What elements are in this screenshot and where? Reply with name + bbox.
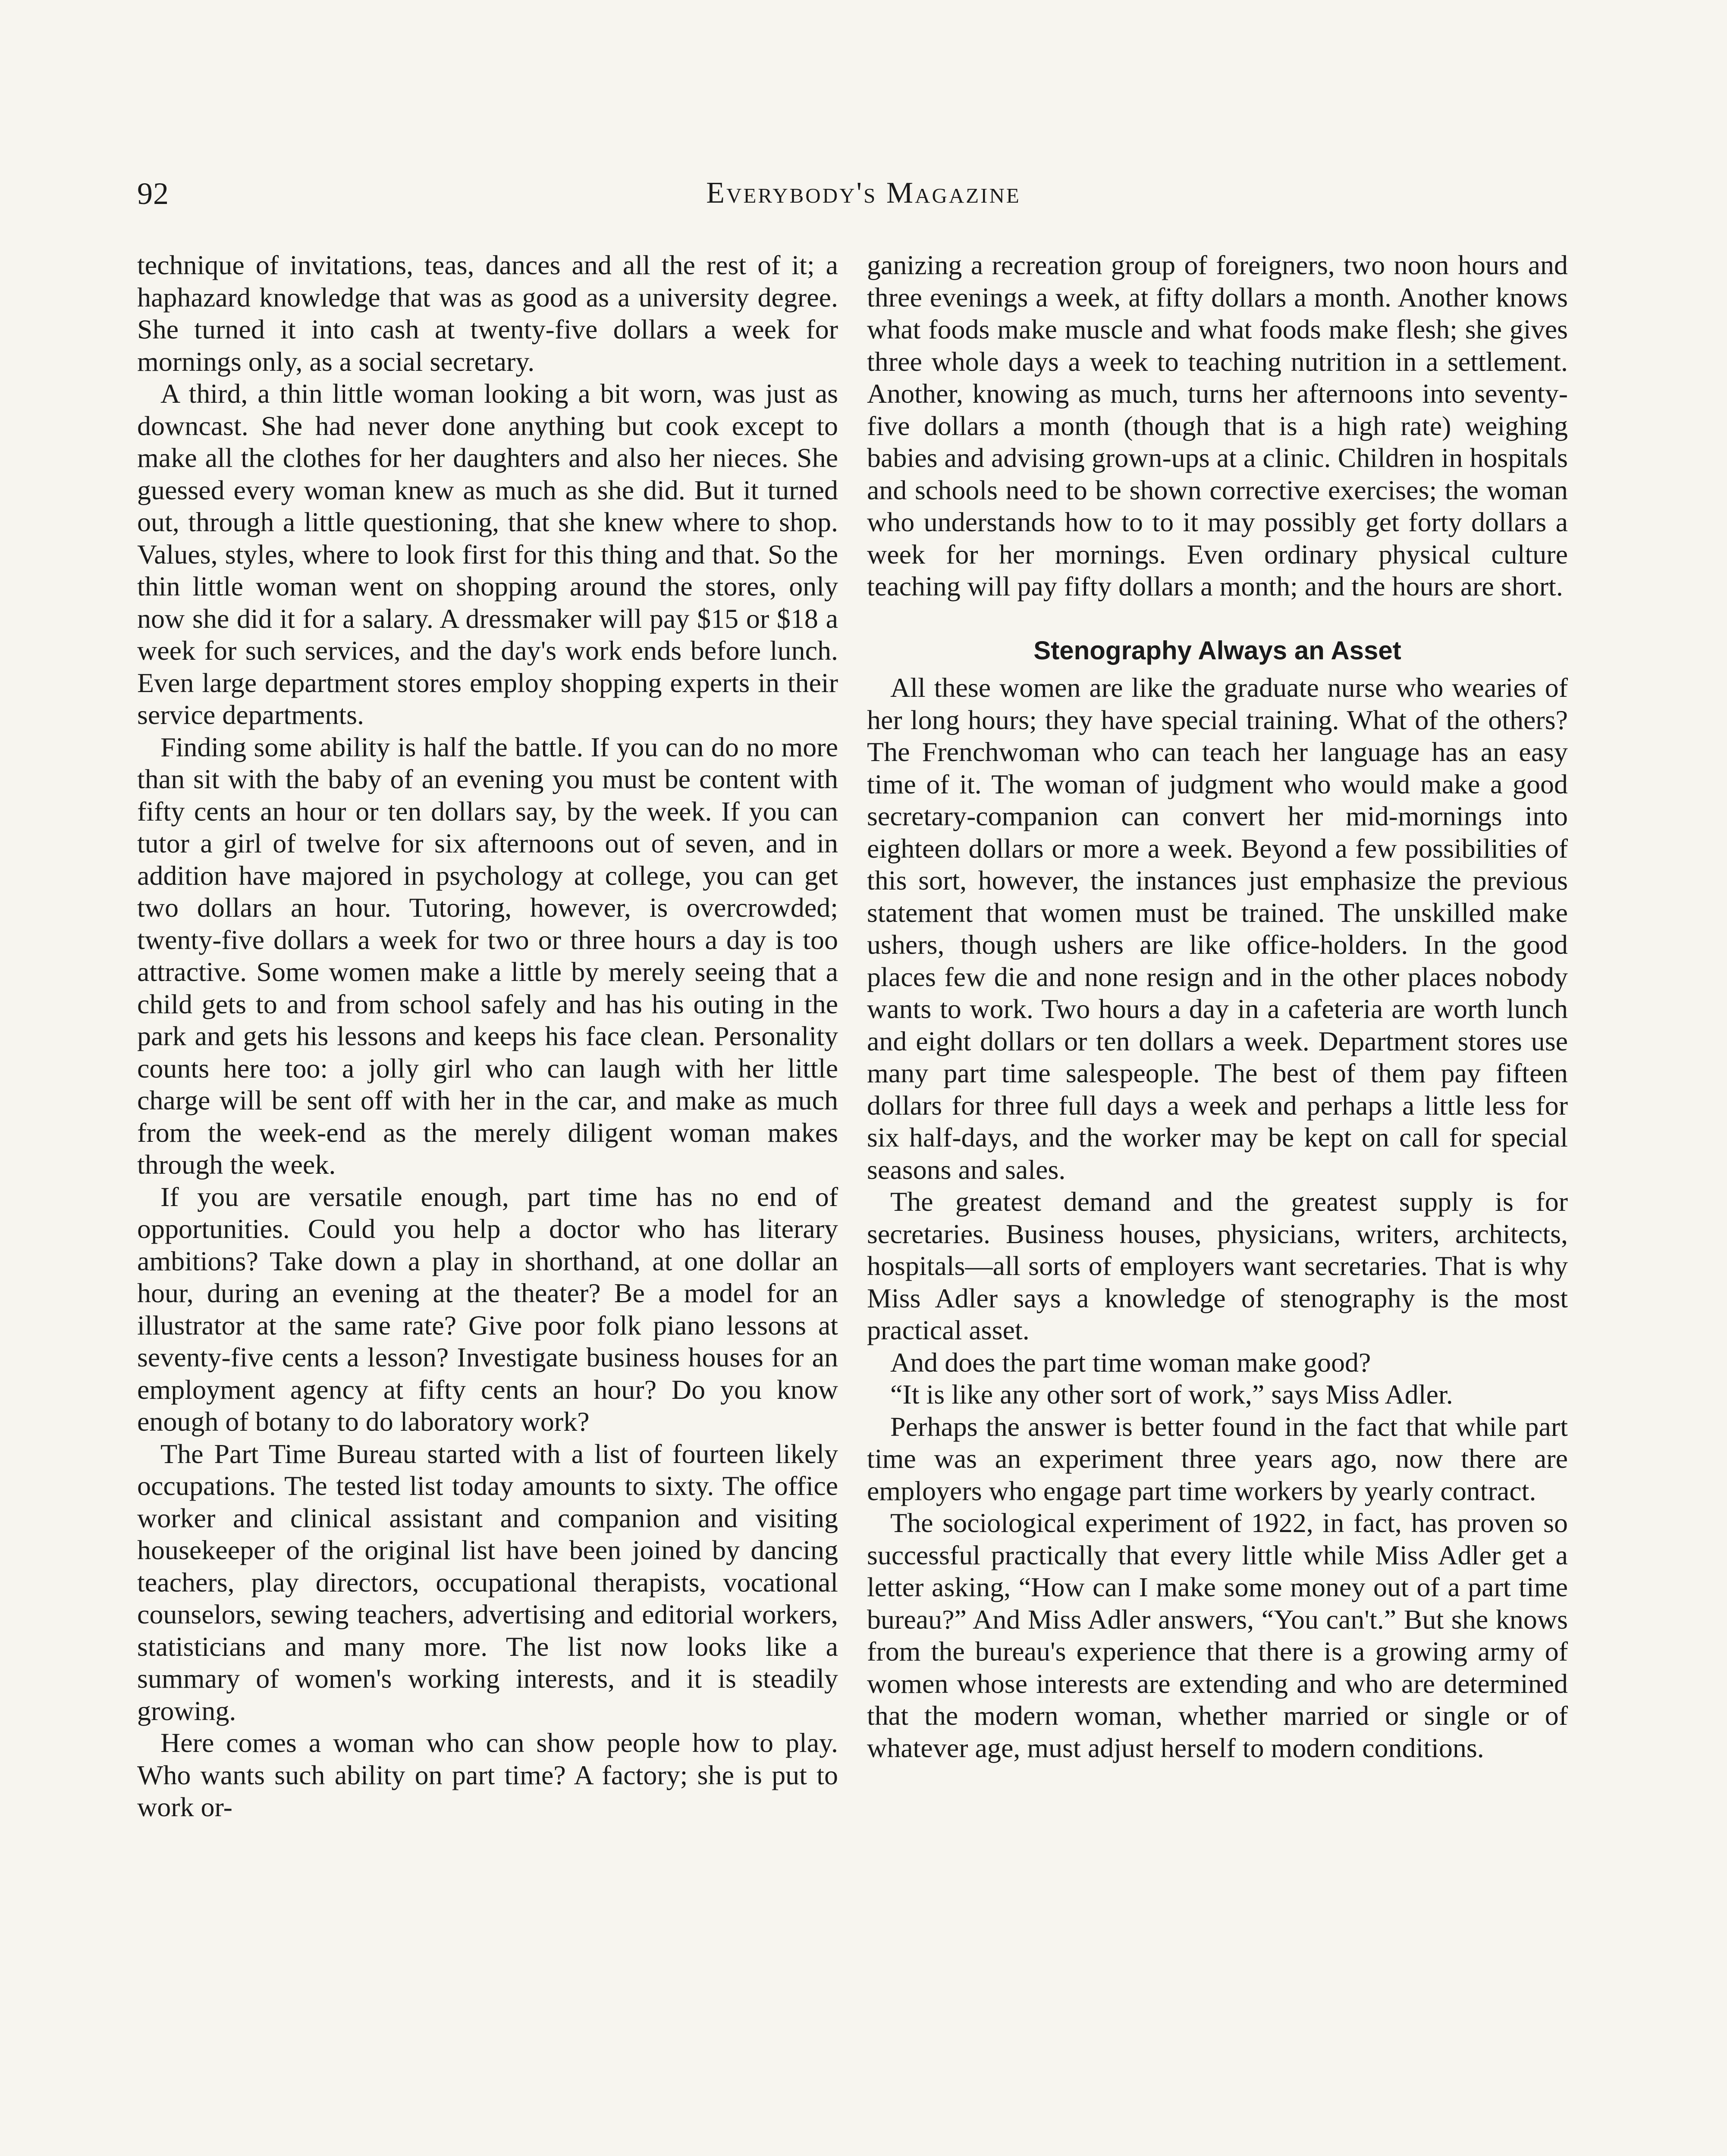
running-head [0,176,1727,210]
paragraph: Perhaps the answer is better found in the fact that while part time was an experiment three years ago, now there are employers who engage part time workers by yearly contract. [867,1411,1568,1506]
paragraph: The greatest demand and the greatest supply is for secretaries. Business houses, physicians, writers, architects, hospitals—all sorts of employers want secretaries. That is why Miss Adler says a knowledge of stenography is the most practical asset. [867,1186,1568,1345]
paragraph: The sociological experiment of 1922, in fact, has proven so successful practically that every little while Miss Adler get a letter asking, “How can I make some money out of a part time bureau?” And Miss Adler answers, “You can't.” But she knows from the bureau's experience that there is a growing army of women whose interests are extending and who are determined that the modern woman, whether married or single or of whatever age, must adjust herself to modern conditions. [867,1507,1568,1763]
section-subheading: Stenography Always an Asset [1033,636,1401,665]
paragraph: And does the part time woman make good? [890,1347,1371,1378]
paragraph: All these women are like the graduate nurse who wearies of her long hours; they have special training. What of the others? The Frenchwoman who can teach her language has an easy time of it. The woman of judgment who would make a good secretary-companion can convert her mid-mornings into eighteen dollars or more a week. Beyond a few possibilities of this sort, however, the instances just emphasize the previous statement that women must be trained. The unskilled make ushers, though ushers are like office-holders. In the good places few die and none resign and in the other places nobody wants to work. Two hours a day in a cafeteria are worth lunch and eight dollars or ten dollars a week. Department stores use many part time salespeople. The best of them pay fifteen dollars for three full days a week and perhaps a little less for six half-days, and the worker may be kept on call for special seasons and sales. [867,672,1568,1185]
paragraph: “It is like any other sort of work,” says Miss Adler. [890,1379,1453,1410]
paragraph: If you are versatile enough, part time has no end of opportunities. Could you help a doctor who has literary ambitions? Take down a play in shorthand, at one dollar an hour, during an evening at the theater? Be a model for an illustrator at the same rate? Give poor folk piano lessons at seventy-five cents a lesson? Investigate business houses for an employment agency at fifty cents an hour? Do you know enough of botany to do laboratory work? [137,1181,838,1437]
right-column [867,249,1568,1764]
paragraph: ganizing a recreation group of foreigners, two noon hours and three evenings a week, at fifty dollars a month. Another knows what foods make muscle and what foods make flesh; she gives three whole days a week to teaching nutrition in a settlement. Another, knowing as much, turns her afternoons into seventy-five dollars a month (though that is a high rate) weighing babies and advising grown-ups at a clinic. Children in hospitals and schools need to be shown corrective exercises; the woman who understands how to to it may possibly get forty dollars a week for her mornings. Even ordinary physical culture teaching will pay fifty dollars a month; and the hours are short. [867,250,1568,602]
left-column [137,249,838,1824]
paragraph: The Part Time Bureau started with a list of fourteen likely occupations. The tested list today amounts to sixty. The office worker and clinical assistant and companion and visiting housekeeper of the original list have been joined by dancing teachers, play directors, occupational therapists, vocational counselors, sewing teachers, advertising and editorial workers, statisticians and many more. The list now looks like a summary of women's working interests, and it is steadily growing. [137,1438,838,1726]
paragraph: A third, a thin little woman looking a bit worn, was just as downcast. She had never done anything but cook except to make all the clothes for her daughters and also her nieces. She guessed every woman knew as much as she did. But it turned out, through a little questioning, that she knew where to shop. Values, styles, where to look first for this thing and that. So the thin little woman went on shopping around the stores, only now she did it for a salary. A dressmaker will pay $15 or $18 a week for such services, and the day's work ends before lunch. Even large department stores employ shopping experts in their service departments. [137,378,838,730]
page-number: 92 [137,176,169,211]
paragraph: Here comes a woman who can show people how to play. Who wants such ability on part time? A factory; she is put to work or- [137,1727,838,1822]
paragraph: Finding some ability is half the battle. If you can do no more than sit with the baby of an evening you must be content with fifty cents an hour or ten dollars say, by the week. If you can tutor a girl of twelve for six afternoons out of seven, and in addition have majored in psychology at college, you can get two dollars an hour. Tutoring, however, is overcrowded; twenty-five dollars a week for two or three hours a day is too attractive. Some women make a little by merely seeing that a child gets to and from school safely and has his outing in the park and gets his lessons and keeps his face clean. Personality counts here too: a jolly girl who can laugh with her little charge will be sent off with her in the car, and make as much from the week-end as the merely diligent woman makes through the week. [137,731,838,1180]
magazine-title: Everybody's Magazine [706,176,1021,210]
paragraph: technique of invitations, teas, dances and all the rest of it; a haphazard knowledge that was as good as a university degree. She turned it into cash at twenty-five dollars a week for mornings only, as a social secretary. [137,250,838,377]
